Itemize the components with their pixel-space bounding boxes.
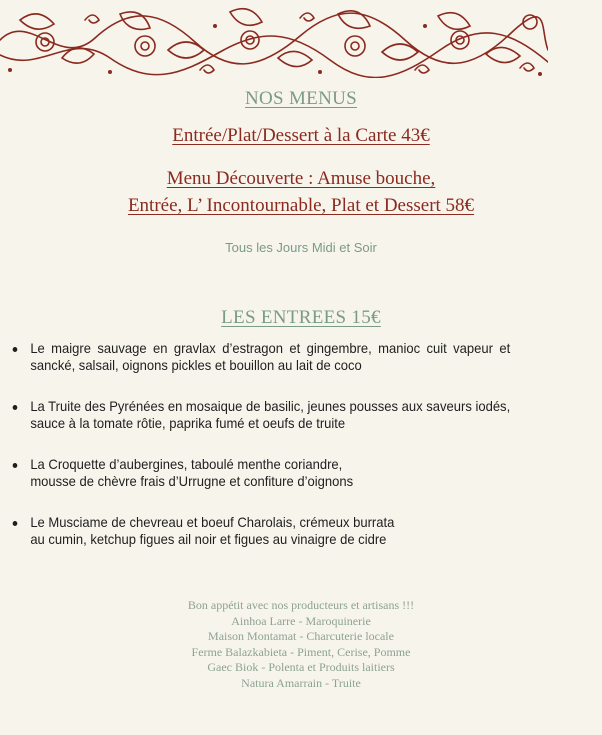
entree-item xyxy=(8,340,510,374)
producer-item: Ainhoa Larre - Maroquinerie xyxy=(231,613,371,628)
menu-decouverte-line1: Menu Découverte : Amuse bouche, xyxy=(166,168,436,189)
menus-title: NOS MENUS xyxy=(245,88,357,109)
entree-item xyxy=(8,514,510,548)
floral-vine-ornament-icon xyxy=(0,0,548,78)
menu-decouverte-line2: Entrée, L’ Incontournable, Plat et Dessert 58€ xyxy=(127,195,475,216)
menu-carte: Entrée/Plat/Dessert à la Carte 43€ xyxy=(172,125,430,146)
entree-text: La Truite des Pyrénées en mosaique de basilic, jeunes pousses aux saveurs iodés, sauce à la tomate rôtie, paprika fumé et oeufs de truite xyxy=(30,398,511,431)
entree-text-line2: au cumin, ketchup figues ail noir et figues au vinaigre de cidre xyxy=(30,531,387,547)
entree-text-line1: Le Musciame de chevreau et boeuf Charolais, crémeux burrata xyxy=(30,514,395,530)
entrees-list xyxy=(8,340,510,572)
producer-item: Ferme Balazkabieta - Piment, Cerise, Pomme xyxy=(191,644,411,659)
availability-note: Tous les Jours Midi et Soir xyxy=(225,240,377,255)
producers-heading: Bon appétit avec nos producteurs et artisans !!! xyxy=(187,598,415,612)
entrees-title: LES ENTREES 15€ xyxy=(221,307,381,328)
producer-item: Natura Amarrain - Truite xyxy=(241,675,361,690)
producers-block xyxy=(0,598,602,691)
entree-item xyxy=(8,398,510,432)
producer-item: Gaec Biok - Polenta et Produits laitiers xyxy=(207,660,395,674)
producer-item: Maison Montamat - Charcuterie locale xyxy=(208,629,394,643)
entree-text-line1: La Croquette d’aubergines, taboulé menthe coriandre, xyxy=(30,456,343,472)
entree-item xyxy=(8,456,510,490)
entree-text: Le maigre sauvage en gravlax d’estragon et gingembre, manioc cuit vapeur et sancké, salsail, oignons pickles et bouillon au lait de coco xyxy=(30,340,511,373)
entree-text-line2: mousse de chèvre frais d’Urrugne et confiture d’oignons xyxy=(30,473,354,489)
